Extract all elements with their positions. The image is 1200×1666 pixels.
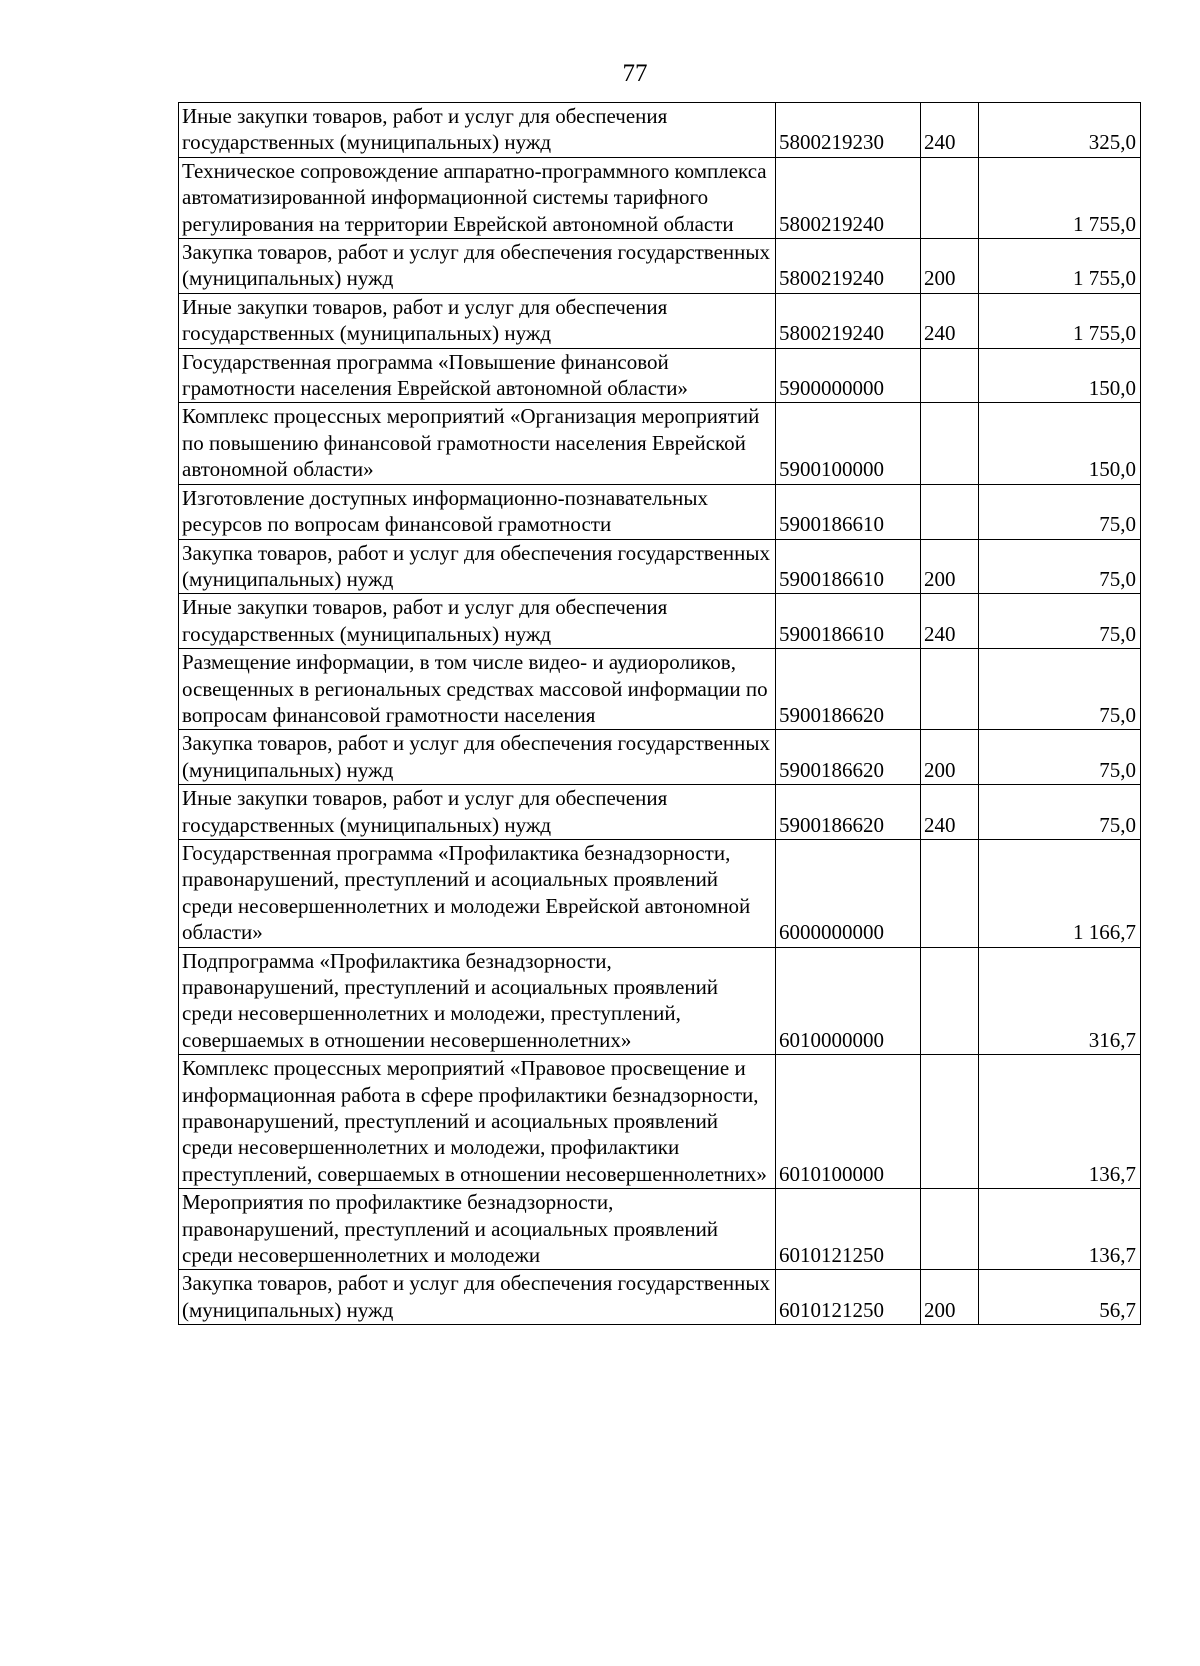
row-target-code: 6010000000 xyxy=(776,947,921,1055)
row-target-code: 6010121250 xyxy=(776,1189,921,1270)
table-row xyxy=(179,1055,1141,1189)
row-sum: 1 166,7 xyxy=(979,839,1141,947)
table-row xyxy=(179,1189,1141,1270)
row-target-code: 5800219230 xyxy=(776,103,921,158)
row-name: Комплекс процессных мероприятий «Организация мероприятий по повышению финансовой грамотности населения Еврейской автономной области» xyxy=(179,403,776,484)
budget-table-body xyxy=(179,103,1141,1325)
table-row xyxy=(179,839,1141,947)
table-row xyxy=(179,1270,1141,1325)
row-name: Техническое сопровождение аппаратно-программного комплекса автоматизированной информационной системы тарифного регулирования на территории Еврейской автономной области xyxy=(179,157,776,238)
table-row xyxy=(179,594,1141,649)
row-sum: 75,0 xyxy=(979,730,1141,785)
row-target-code: 5800219240 xyxy=(776,157,921,238)
row-name: Размещение информации, в том числе видео- и аудиороликов, освещенных в региональных средствах массовой информации по вопросам финансовой грамотности населения xyxy=(179,649,776,730)
row-name: Закупка товаров, работ и услуг для обеспечения государственных (муниципальных) нужд xyxy=(179,239,776,294)
row-sum: 325,0 xyxy=(979,103,1141,158)
table-row xyxy=(179,947,1141,1055)
row-expense-type xyxy=(921,484,979,539)
row-expense-type: 200 xyxy=(921,239,979,294)
row-expense-type: 200 xyxy=(921,730,979,785)
table-row xyxy=(179,157,1141,238)
table-row xyxy=(179,484,1141,539)
row-target-code: 6010100000 xyxy=(776,1055,921,1189)
table-row xyxy=(179,403,1141,484)
row-name: Комплекс процессных мероприятий «Правовое просвещение и информационная работа в сфере профилактики безнадзорности, правонарушений, преступлений и асоциальных проявлений среди несовершеннолетних и молодежи, профилактики преступлений, совершаемых в отношении несовершеннолетних» xyxy=(179,1055,776,1189)
row-expense-type: 240 xyxy=(921,103,979,158)
table-row xyxy=(179,103,1141,158)
table-row xyxy=(179,239,1141,294)
row-sum: 75,0 xyxy=(979,785,1141,840)
row-sum: 150,0 xyxy=(979,403,1141,484)
row-sum: 75,0 xyxy=(979,594,1141,649)
row-expense-type xyxy=(921,403,979,484)
page-number: 77 xyxy=(622,60,648,87)
row-sum: 150,0 xyxy=(979,348,1141,403)
row-sum: 75,0 xyxy=(979,649,1141,730)
row-target-code: 6000000000 xyxy=(776,839,921,947)
row-target-code: 5900100000 xyxy=(776,403,921,484)
table-row xyxy=(179,730,1141,785)
row-sum: 136,7 xyxy=(979,1189,1141,1270)
row-target-code: 5900186610 xyxy=(776,484,921,539)
row-sum: 1 755,0 xyxy=(979,157,1141,238)
row-name: Изготовление доступных информационно-познавательных ресурсов по вопросам финансовой грамотности xyxy=(179,484,776,539)
table-row xyxy=(179,348,1141,403)
row-sum: 316,7 xyxy=(979,947,1141,1055)
row-name: Иные закупки товаров, работ и услуг для обеспечения государственных (муниципальных) нужд xyxy=(179,594,776,649)
row-name: Закупка товаров, работ и услуг для обеспечения государственных (муниципальных) нужд xyxy=(179,730,776,785)
row-name: Иные закупки товаров, работ и услуг для обеспечения государственных (муниципальных) нужд xyxy=(179,293,776,348)
row-target-code: 5900186620 xyxy=(776,785,921,840)
row-target-code: 5900186620 xyxy=(776,730,921,785)
row-expense-type: 200 xyxy=(921,539,979,594)
row-name: Иные закупки товаров, работ и услуг для обеспечения государственных (муниципальных) нужд xyxy=(179,785,776,840)
row-sum: 75,0 xyxy=(979,484,1141,539)
row-target-code: 6010121250 xyxy=(776,1270,921,1325)
row-expense-type xyxy=(921,1189,979,1270)
row-target-code: 5900186610 xyxy=(776,539,921,594)
row-sum: 75,0 xyxy=(979,539,1141,594)
table-row xyxy=(179,649,1141,730)
table-row xyxy=(179,293,1141,348)
row-target-code: 5800219240 xyxy=(776,293,921,348)
row-expense-type xyxy=(921,1055,979,1189)
row-name: Мероприятия по профилактике безнадзорности, правонарушений, преступлений и асоциальных проявлений среди несовершеннолетних и молодежи xyxy=(179,1189,776,1270)
row-target-code: 5900186610 xyxy=(776,594,921,649)
row-name: Иные закупки товаров, работ и услуг для обеспечения государственных (муниципальных) нужд xyxy=(179,103,776,158)
row-target-code: 5900000000 xyxy=(776,348,921,403)
row-expense-type xyxy=(921,947,979,1055)
row-expense-type xyxy=(921,157,979,238)
row-sum: 1 755,0 xyxy=(979,239,1141,294)
row-expense-type xyxy=(921,348,979,403)
row-expense-type xyxy=(921,839,979,947)
row-name: Государственная программа «Профилактика безнадзорности, правонарушений, преступлений и асоциальных проявлений среди несовершеннолетних и молодежи Еврейской автономной области» xyxy=(179,839,776,947)
row-name: Закупка товаров, работ и услуг для обеспечения государственных (муниципальных) нужд xyxy=(179,539,776,594)
row-target-code: 5800219240 xyxy=(776,239,921,294)
budget-table xyxy=(178,102,1141,1325)
row-expense-type: 240 xyxy=(921,785,979,840)
table-row xyxy=(179,539,1141,594)
row-sum: 56,7 xyxy=(979,1270,1141,1325)
row-name: Государственная программа «Повышение финансовой грамотности населения Еврейской автономной области» xyxy=(179,348,776,403)
row-name: Подпрограмма «Профилактика безнадзорности, правонарушений, преступлений и асоциальных проявлений среди несовершеннолетних и молодежи, преступлений, совершаемых в отношении несовершеннолетних» xyxy=(179,947,776,1055)
row-expense-type: 240 xyxy=(921,293,979,348)
row-expense-type xyxy=(921,649,979,730)
table-row xyxy=(179,785,1141,840)
row-expense-type: 240 xyxy=(921,594,979,649)
row-name: Закупка товаров, работ и услуг для обеспечения государственных (муниципальных) нужд xyxy=(179,1270,776,1325)
row-sum: 1 755,0 xyxy=(979,293,1141,348)
row-expense-type: 200 xyxy=(921,1270,979,1325)
row-target-code: 5900186620 xyxy=(776,649,921,730)
row-sum: 136,7 xyxy=(979,1055,1141,1189)
